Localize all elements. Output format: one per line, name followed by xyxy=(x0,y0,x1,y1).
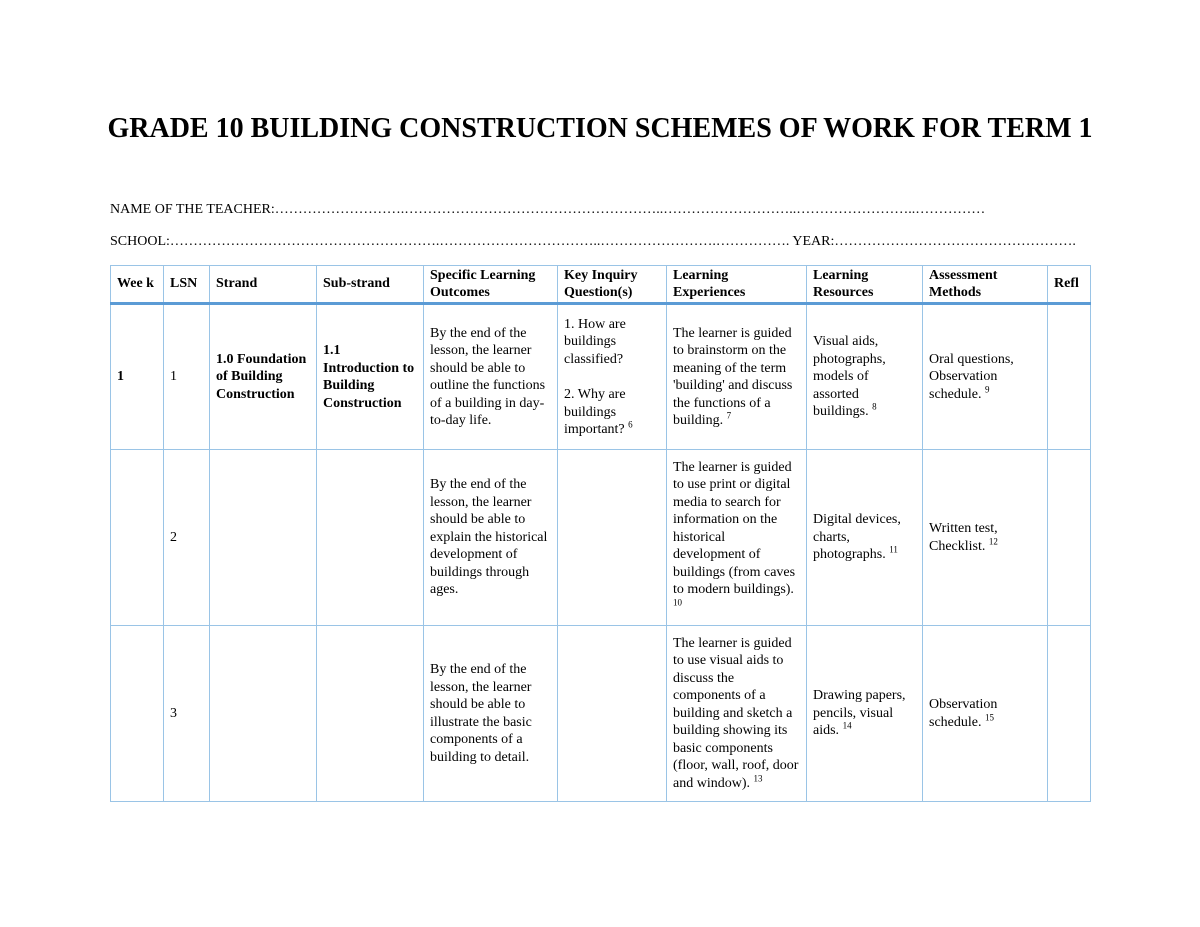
resources-text: Digital devices, charts, photographs. xyxy=(813,512,901,563)
assessment-text: Written test, Checklist. xyxy=(929,521,998,554)
substrand-cell xyxy=(317,450,424,626)
outcome-cell: By the end of the lesson, the learner should be able to outline the functions of a building in day-to-day life. xyxy=(424,304,558,450)
inquiry-cell xyxy=(558,450,667,626)
footnote-ref: 9 xyxy=(984,384,990,395)
header-reflection: Refl xyxy=(1048,266,1091,304)
page-title: GRADE 10 BUILDING CONSTRUCTION SCHEMES OF WORK FOR TERM 1 xyxy=(107,113,1093,144)
header-assessment: Assessment Methods xyxy=(923,266,1048,304)
resources-cell xyxy=(807,304,923,450)
experience-text: The learner is guided to use print or digital media to search for information on the historical development of buildings (from caves to modern buildings). xyxy=(673,459,796,598)
header-outcomes: Specific Learning Outcomes xyxy=(424,266,558,304)
reflection-cell xyxy=(1048,450,1091,626)
school-year-line: SCHOOL:………………………………………………….……………………………..…………………….……………. YEAR:……………………………………………. xyxy=(110,234,1076,249)
lsn-cell: 1 xyxy=(164,304,210,450)
strand-cell xyxy=(210,450,317,626)
experience-text: The learner is guided to use visual aids to discuss the components of a building and sketch a building showing its basic components (floor, wall, roof, door and window). xyxy=(673,635,799,791)
footnote-ref: 14 xyxy=(842,720,852,731)
inquiry-cell xyxy=(558,304,667,450)
assessment-cell xyxy=(923,626,1048,802)
inquiry-question-2: 2. Why are buildings important? xyxy=(564,387,626,437)
assessment-text: Observation schedule. xyxy=(929,697,998,730)
outcome-cell: By the end of the lesson, the learner should be able to illustrate the basic components of a building to detail. xyxy=(424,626,558,802)
strand-cell: 1.0 Foundation of Building Construction xyxy=(210,304,317,450)
experience-cell xyxy=(667,304,807,450)
resources-cell xyxy=(807,626,923,802)
inquiry-cell xyxy=(558,626,667,802)
table-row xyxy=(111,626,1091,802)
experience-cell xyxy=(667,626,807,802)
substrand-cell xyxy=(317,626,424,802)
week-cell xyxy=(111,626,164,802)
footnote-ref: 12 xyxy=(988,535,998,546)
footnote-ref: 11 xyxy=(889,544,898,555)
header-week: Wee k xyxy=(111,266,164,304)
header-substrand: Sub-strand xyxy=(317,266,424,304)
assessment-text: Oral questions, Observation schedule. xyxy=(929,351,1014,402)
week-cell: 1 xyxy=(111,304,164,450)
header-resources: Learning Resources xyxy=(807,266,923,304)
footnote-ref: 6 xyxy=(628,419,633,430)
footnote-ref: 7 xyxy=(726,410,732,421)
substrand-cell: 1.1 Introduction to Building Construction xyxy=(317,304,424,450)
assessment-cell xyxy=(923,450,1048,626)
resources-text: Drawing papers, pencils, visual aids. xyxy=(813,688,906,739)
reflection-cell xyxy=(1048,304,1091,450)
strand-cell xyxy=(210,626,317,802)
lsn-cell: 2 xyxy=(164,450,210,626)
table-row xyxy=(111,450,1091,626)
footnote-ref: 15 xyxy=(984,711,994,722)
lsn-cell: 3 xyxy=(164,626,210,802)
table-row xyxy=(111,304,1091,450)
footnote-ref: 13 xyxy=(753,773,763,784)
outcome-cell: By the end of the lesson, the learner should be able to explain the historical development of buildings through ages. xyxy=(424,450,558,626)
header-experiences: Learning Experiences xyxy=(667,266,807,304)
footnote-ref: 8 xyxy=(872,401,877,412)
reflection-cell xyxy=(1048,626,1091,802)
teacher-name-line: NAME OF THE TEACHER:……………………….………………………………………………..………………………..……………………..…………… xyxy=(110,202,986,217)
header-inquiry: Key Inquiry Question(s) xyxy=(558,266,667,304)
week-cell xyxy=(111,450,164,626)
resources-cell xyxy=(807,450,923,626)
header-lsn: LSN xyxy=(164,266,210,304)
table-header-row xyxy=(111,266,1091,304)
assessment-cell xyxy=(923,304,1048,450)
resources-text: Visual aids, photographs, models of assorted buildings. xyxy=(813,334,886,420)
schemes-of-work-table xyxy=(110,265,1091,802)
experience-text: The learner is guided to brainstorm on the meaning of the term 'building' and discuss the functions of a building. xyxy=(673,325,793,428)
experience-cell xyxy=(667,450,807,626)
inquiry-question-1: 1. How are buildings classified? xyxy=(564,316,626,367)
footnote-ref: 10 xyxy=(673,597,682,608)
header-strand: Strand xyxy=(210,266,317,304)
